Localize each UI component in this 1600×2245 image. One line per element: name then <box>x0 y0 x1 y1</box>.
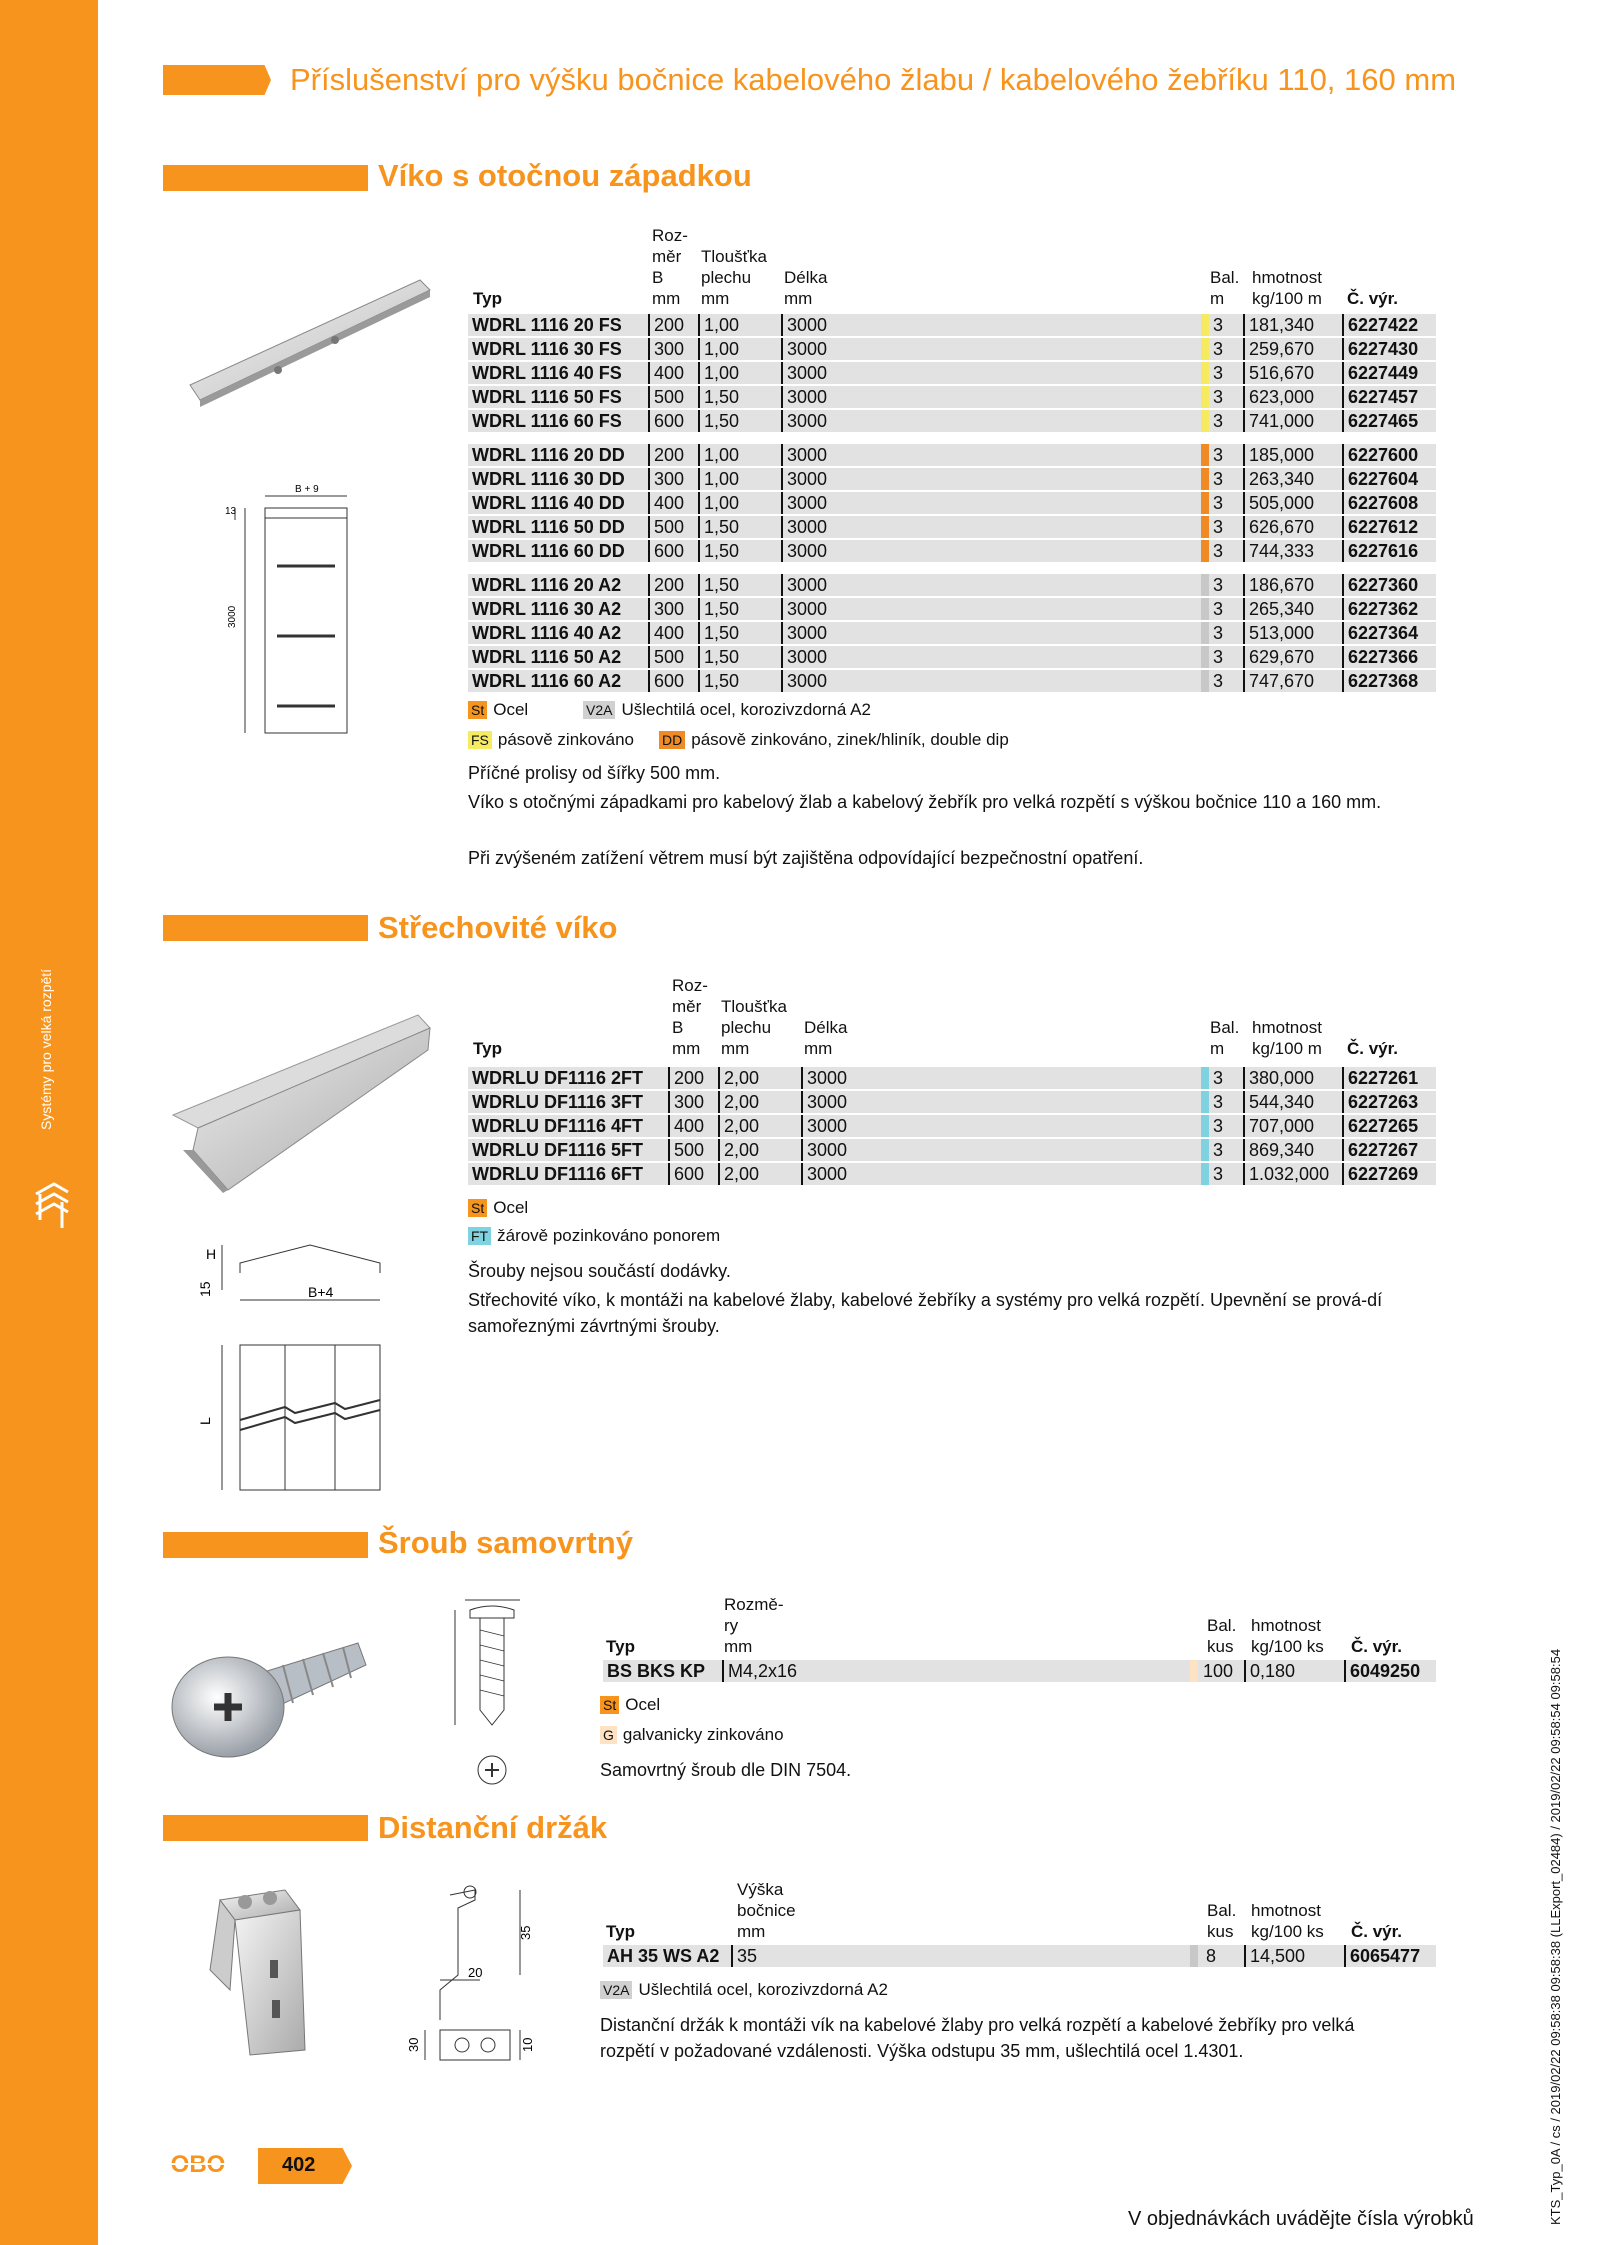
cell-delka: 3000 <box>801 1091 847 1113</box>
finish-swatch <box>1201 1139 1209 1161</box>
col-header-hmotnost: hmotnost kg/100 ks <box>1251 1616 1324 1656</box>
cell-hmotnost: 707,000 <box>1243 1115 1314 1137</box>
section-accent-bar <box>163 1532 368 1558</box>
col-header-rozmery: Rozmě- ry mm <box>724 1595 784 1656</box>
cell-tloustka: 2,00 <box>718 1067 759 1089</box>
cell-delka: 3000 <box>781 540 827 562</box>
table-row <box>468 314 1436 336</box>
finish-swatch <box>1201 1091 1209 1113</box>
cell-typ: WDRL 1116 30 DD <box>472 469 625 489</box>
finish-swatch <box>1201 1163 1209 1185</box>
cell-cislo: 6227368 <box>1342 670 1418 692</box>
roof-lid-image <box>168 1010 433 1195</box>
dim-15: 15 <box>197 1281 213 1297</box>
section-accent-bar <box>163 165 368 191</box>
cell-cislo: 6227600 <box>1342 444 1418 466</box>
cell-typ: WDRL 1116 20 A2 <box>472 575 622 595</box>
roof-lid-drawing <box>197 1235 400 1495</box>
cell-hmotnost: 259,670 <box>1243 338 1314 360</box>
cell-delka: 3000 <box>781 622 827 644</box>
finish-swatch <box>1201 362 1209 384</box>
cell-tloustka: 1,00 <box>698 492 739 514</box>
dim-13: 13 <box>225 506 237 517</box>
cell-delka: 3000 <box>781 670 827 692</box>
cell-delka: 3000 <box>781 410 827 432</box>
cell-typ: WDRLU DF1116 6FT <box>472 1164 644 1184</box>
cell-bal: 3 <box>1213 1092 1224 1112</box>
cell-rozmer: 500 <box>648 386 684 408</box>
col-header-cvyr: Č. výr. <box>1351 1922 1403 1941</box>
cell-typ: WDRL 1116 40 A2 <box>472 623 622 643</box>
cell-rozmer: 500 <box>648 516 684 538</box>
cell-cislo: 6227269 <box>1342 1163 1418 1185</box>
cell-tloustka: 1,00 <box>698 444 739 466</box>
cell-delka: 3000 <box>781 468 827 490</box>
table-row: BS BKS KP M4,2x16 100 0,180 6049250 <box>603 1660 1436 1682</box>
cell-tloustka: 1,00 <box>698 468 739 490</box>
cell-bal: 3 <box>1213 517 1224 537</box>
cell-typ: WDRL 1116 40 FS <box>472 363 622 383</box>
legend-st: St Ocel <box>600 1695 660 1715</box>
cell-typ: WDRL 1116 30 A2 <box>472 599 622 619</box>
cell-cislo: 6227612 <box>1342 516 1418 538</box>
cell-bal: 3 <box>1213 1164 1224 1184</box>
cell-bal: 3 <box>1213 339 1224 359</box>
table-row <box>468 362 1436 384</box>
cell-delka: 3000 <box>781 492 827 514</box>
cell-bal: 3 <box>1213 445 1224 465</box>
legend-g: G galvanicky zinkováno <box>600 1725 784 1745</box>
cell-bal: 3 <box>1213 1068 1224 1088</box>
cell-typ: WDRL 1116 20 DD <box>472 445 625 465</box>
finish-swatch <box>1201 598 1209 620</box>
cell-cislo: 6227457 <box>1342 386 1418 408</box>
finish-swatch <box>1201 516 1209 538</box>
cover-lid-image <box>190 275 430 425</box>
col-header-bal: Bal. kus <box>1207 1616 1237 1656</box>
sidebar-label: Systémy pro velká rozpětí <box>38 968 54 1130</box>
cell-cislo: 6227422 <box>1342 314 1418 336</box>
cell-hmotnost: 869,340 <box>1243 1139 1314 1161</box>
col-header-hmotnost: hmotnost kg/100 m <box>1252 268 1322 308</box>
table-row <box>468 1139 1436 1161</box>
cell-delka: 3000 <box>781 314 827 336</box>
cell-tloustka: 1,50 <box>698 670 739 692</box>
section-title-sroub: Šroub samovrtný <box>378 1525 633 1560</box>
cell-typ: WDRL 1116 50 DD <box>472 517 625 537</box>
cell-typ: WDRL 1116 30 FS <box>472 339 622 359</box>
finish-swatch <box>1201 574 1209 596</box>
cell-rozmer: 600 <box>668 1163 704 1185</box>
cell-rozmer: 200 <box>668 1067 704 1089</box>
cell-typ: WDRL 1116 60 A2 <box>472 671 622 691</box>
col-header-typ: Typ <box>606 1637 635 1656</box>
cell-hmotnost: 185,000 <box>1243 444 1314 466</box>
cell-rozmer: 200 <box>648 444 684 466</box>
cell-delka: 3000 <box>781 574 827 596</box>
cell-hmotnost: 629,670 <box>1243 646 1314 668</box>
cell-rozmer: 400 <box>668 1115 704 1137</box>
export-id: KTS_Typ_0A / cs / 2019/02/22 09:58:38 09:58:38 (LLExport_02484) / 2019/02/22 09:58:54 09:58:54 <box>1548 1648 1563 2225</box>
table-row <box>468 1163 1436 1185</box>
cell-rozmer: 300 <box>668 1091 704 1113</box>
dim-20: 20 <box>468 1965 483 1980</box>
finish-swatch <box>1201 410 1209 432</box>
cell-rozmer: 300 <box>648 468 684 490</box>
page-number: 402 <box>282 2154 316 2176</box>
cell-cislo: 6227604 <box>1342 468 1418 490</box>
spacer-bracket-drawing <box>400 1880 550 2070</box>
table-row <box>468 540 1436 562</box>
cell-hmotnost: 516,670 <box>1243 362 1314 384</box>
cell-delka: 3000 <box>781 362 827 384</box>
cell-delka: 3000 <box>781 646 827 668</box>
cell-rozmer: 300 <box>648 338 684 360</box>
screw-drawing <box>440 1590 530 1790</box>
dim-b9: B + 9 <box>295 484 319 495</box>
table-row <box>468 622 1436 644</box>
cell-typ: WDRL 1116 20 FS <box>472 315 622 335</box>
cell-rozmer: 400 <box>648 362 684 384</box>
cell-hmotnost: 265,340 <box>1243 598 1314 620</box>
section-title-viko-zapadka: Víko s otočnou západkou <box>378 158 752 193</box>
cell-bal: 3 <box>1213 575 1224 595</box>
cell-rozmer: 300 <box>648 598 684 620</box>
cell-typ: WDRL 1116 60 FS <box>472 411 622 431</box>
finish-swatch <box>1201 386 1209 408</box>
dim-b4: B+4 <box>308 1284 334 1300</box>
cell-typ: WDRLU DF1116 4FT <box>472 1116 644 1136</box>
cell-bal: 3 <box>1213 411 1224 431</box>
cell-tloustka: 1,50 <box>698 386 739 408</box>
section-accent-bar <box>163 915 368 941</box>
note-paragraph: Víko s otočnými západkami pro kabelový žlab a kabelový žebřík pro velká rozpětí s výškou bočnice 110 a 160 mm. <box>468 792 1382 812</box>
cell-hmotnost: 186,670 <box>1243 574 1314 596</box>
cell-rozmer: 600 <box>648 670 684 692</box>
col-header-typ: Typ <box>473 289 502 308</box>
table-row <box>468 516 1436 538</box>
cell-bal: 3 <box>1213 315 1224 335</box>
cell-rozmer: 500 <box>668 1139 704 1161</box>
col-header-rozmer: Roz- měr B mm <box>672 976 708 1058</box>
cell-cislo: 6227362 <box>1342 598 1418 620</box>
finish-swatch <box>1201 540 1209 562</box>
cell-typ: WDRL 1116 50 A2 <box>472 647 622 667</box>
cell-tloustka: 1,50 <box>698 516 739 538</box>
spacer-bracket-image <box>190 1880 320 2060</box>
legend-dd: DD pásově zinkováno, zinek/hliník, double dip <box>659 730 1009 750</box>
legend-ft: FT žárově pozinkováno ponorem <box>468 1226 720 1246</box>
cell-rozmer: 200 <box>648 314 684 336</box>
note-line: Samovrtný šroub dle DIN 7504. <box>600 1760 852 1780</box>
legend-v2a: V2A Ušlechtilá ocel, korozivzdorná A2 <box>583 700 871 720</box>
cell-tloustka: 1,00 <box>698 338 739 360</box>
cell-hmotnost: 626,670 <box>1243 516 1314 538</box>
system-logo-icon <box>32 1180 72 1236</box>
cell-typ: WDRLU DF1116 2FT <box>472 1068 644 1088</box>
cell-delka: 3000 <box>801 1139 847 1161</box>
cell-cislo: 6227263 <box>1342 1091 1418 1113</box>
note-line: Šrouby nejsou součástí dodávky. <box>468 1261 731 1281</box>
cell-bal: 3 <box>1213 363 1224 383</box>
legend-st: St Ocel <box>468 700 528 720</box>
cell-typ: WDRL 1116 40 DD <box>472 493 625 513</box>
finish-swatch <box>1201 314 1209 336</box>
cell-hmotnost: 1.032,000 <box>1243 1163 1329 1185</box>
cell-hmotnost: 380,000 <box>1243 1067 1314 1089</box>
legend-v2a: V2A Ušlechtilá ocel, korozivzdorná A2 <box>600 1980 888 2000</box>
cell-tloustka: 2,00 <box>718 1139 759 1161</box>
section-title-distancni-drzak: Distanční držák <box>378 1810 608 1845</box>
cell-rozmer: 600 <box>648 410 684 432</box>
cell-typ: WDRL 1116 50 FS <box>472 387 622 407</box>
section-accent-bar <box>163 1815 368 1841</box>
cell-rozmer: 600 <box>648 540 684 562</box>
finish-swatch <box>1201 1067 1209 1089</box>
cell-tloustka: 1,50 <box>698 598 739 620</box>
table-row <box>468 598 1436 620</box>
table-row: AH 35 WS A2 35 8 14,500 6065477 <box>603 1945 1436 1967</box>
finish-swatch <box>1201 468 1209 490</box>
cell-cislo: 6227616 <box>1342 540 1418 562</box>
page-title: Příslušenství pro výšku bočnice kabelového žlabu / kabelového žebříku 110, 160 mm <box>290 62 1457 97</box>
cell-tloustka: 1,00 <box>698 362 739 384</box>
table-row <box>468 338 1436 360</box>
note-paragraph: Střechovité víko, k montáži na kabelové žlaby, kabelové žebříky a systémy pro velká rozpětí. Upevnění se prová-dí samořeznými závrtnými šrouby. <box>468 1290 1383 1336</box>
cell-bal: 3 <box>1213 1116 1224 1136</box>
dim-h: H <box>206 1246 217 1262</box>
finish-swatch <box>1201 622 1209 644</box>
cell-hmotnost: 744,333 <box>1243 540 1314 562</box>
finish-swatch <box>1201 1115 1209 1137</box>
cell-delka: 3000 <box>781 338 827 360</box>
cell-tloustka: 1,50 <box>698 622 739 644</box>
cell-hmotnost: 747,670 <box>1243 670 1314 692</box>
table-row <box>468 670 1436 692</box>
cell-bal: 3 <box>1213 541 1224 561</box>
cell-cislo: 6227366 <box>1342 646 1418 668</box>
cell-tloustka: 1,50 <box>698 646 739 668</box>
col-header-cvyr: Č. výr. <box>1347 1039 1399 1058</box>
cell-tloustka: 1,50 <box>698 574 739 596</box>
col-header-hmotnost: hmotnost kg/100 ks <box>1251 1901 1324 1941</box>
cell-delka: 3000 <box>781 516 827 538</box>
dim-35: 35 <box>518 1925 533 1940</box>
col-header-bal: Bal. m <box>1210 268 1240 308</box>
table-row <box>468 492 1436 514</box>
cell-hmotnost: 505,000 <box>1243 492 1314 514</box>
cell-cislo: 6227267 <box>1342 1139 1418 1161</box>
cell-bal: 3 <box>1213 493 1224 513</box>
cell-bal: 3 <box>1213 599 1224 619</box>
cell-hmotnost: 513,000 <box>1243 622 1314 644</box>
cell-cislo: 6227449 <box>1342 362 1418 384</box>
col-header-cvyr: Č. výr. <box>1347 289 1399 308</box>
table-row <box>468 444 1436 466</box>
col-header-bal: Bal. m <box>1210 1018 1240 1058</box>
finish-swatch <box>1201 338 1209 360</box>
cover-lid-drawing <box>225 478 365 748</box>
cell-hmotnost: 263,340 <box>1243 468 1314 490</box>
cell-cislo: 6227364 <box>1342 622 1418 644</box>
finish-swatch <box>1190 1945 1198 1967</box>
cell-cislo: 6227265 <box>1342 1115 1418 1137</box>
cell-bal: 3 <box>1213 671 1224 691</box>
cell-cislo: 6227360 <box>1342 574 1418 596</box>
cell-rozmer: 200 <box>648 574 684 596</box>
cell-tloustka: 2,00 <box>718 1115 759 1137</box>
cell-tloustka: 1,50 <box>698 540 739 562</box>
cell-tloustka: 1,50 <box>698 410 739 432</box>
cell-hmotnost: 181,340 <box>1243 314 1314 336</box>
cell-tloustka: 2,00 <box>718 1163 759 1185</box>
table-row <box>468 386 1436 408</box>
col-header-delka: Délka mm <box>804 1018 848 1058</box>
order-note: V objednávkách uvádějte čísla výrobků <box>1128 2208 1474 2230</box>
svg-text:OBO: OBO <box>170 2151 226 2178</box>
note-paragraph: Distanční držák k montáži vík na kabelové žlaby pro velká rozpětí a kabelové žebříky pro velká rozpětí v požadované vzdálenosti. Výška odstupu 35 mm, ušlechtilá ocel 1.4301. <box>600 2015 1355 2061</box>
col-header-rozmer: Roz- měr B mm <box>652 226 688 308</box>
header-accent-bar <box>163 65 271 95</box>
cell-delka: 3000 <box>801 1115 847 1137</box>
dim-3000: 3000 <box>227 605 238 628</box>
cell-tloustka: 1,00 <box>698 314 739 336</box>
finish-swatch <box>1201 670 1209 692</box>
table-row <box>468 646 1436 668</box>
cell-hmotnost: 741,000 <box>1243 410 1314 432</box>
table-row <box>468 468 1436 490</box>
cell-bal: 3 <box>1213 469 1224 489</box>
cell-delka: 3000 <box>781 598 827 620</box>
cell-cislo: 6227465 <box>1342 410 1418 432</box>
finish-swatch <box>1190 1660 1198 1682</box>
col-header-typ: Typ <box>606 1922 635 1941</box>
col-header-typ: Typ <box>473 1039 502 1058</box>
cell-delka: 3000 <box>781 444 827 466</box>
screw-image <box>168 1625 368 1760</box>
note-line: Příčné prolisy od šířky 500 mm. <box>468 763 721 783</box>
col-header-bal: Bal. kus <box>1207 1901 1237 1941</box>
obo-logo <box>158 2150 238 2178</box>
cell-bal: 3 <box>1213 647 1224 667</box>
cell-delka: 3000 <box>801 1067 847 1089</box>
dim-l: L <box>197 1417 213 1425</box>
table-row <box>468 1115 1436 1137</box>
legend-st: St Ocel <box>468 1198 528 1218</box>
col-header-hmotnost: hmotnost kg/100 m <box>1252 1018 1322 1058</box>
dim-10: 10 <box>520 2037 535 2052</box>
cell-bal: 3 <box>1213 387 1224 407</box>
finish-swatch <box>1201 646 1209 668</box>
finish-swatch <box>1201 444 1209 466</box>
dim-30: 30 <box>406 2037 421 2052</box>
finish-swatch <box>1201 492 1209 514</box>
col-header-tloustka: Tloušťka plechu mm <box>701 247 767 308</box>
col-header-vyska: Výška bočnice mm <box>737 1880 796 1941</box>
cell-typ: WDRLU DF1116 5FT <box>472 1140 644 1160</box>
cell-rozmer: 500 <box>648 646 684 668</box>
cell-delka: 3000 <box>801 1163 847 1185</box>
cell-hmotnost: 544,340 <box>1243 1091 1314 1113</box>
cell-bal: 3 <box>1213 623 1224 643</box>
cell-tloustka: 2,00 <box>718 1091 759 1113</box>
cell-bal: 3 <box>1213 1140 1224 1160</box>
cell-delka: 3000 <box>781 386 827 408</box>
legend-fs: FS pásově zinkováno <box>468 730 634 750</box>
cell-rozmer: 400 <box>648 492 684 514</box>
col-header-cvyr: Č. výr. <box>1351 1637 1403 1656</box>
section-title-strechovite-viko: Střechovité víko <box>378 910 618 945</box>
cell-cislo: 6227430 <box>1342 338 1418 360</box>
note-paragraph: Při zvýšeném zatížení větrem musí být zajištěna odpovídající bezpečnostní opatření. <box>468 848 1144 868</box>
cell-rozmer: 400 <box>648 622 684 644</box>
cell-cislo: 6227261 <box>1342 1067 1418 1089</box>
table-row <box>468 574 1436 596</box>
col-header-tloustka: Tloušťka plechu mm <box>721 997 787 1058</box>
cell-hmotnost: 623,000 <box>1243 386 1314 408</box>
cell-typ: WDRLU DF1116 3FT <box>472 1092 644 1112</box>
col-header-delka: Délka mm <box>784 268 828 308</box>
cell-cislo: 6227608 <box>1342 492 1418 514</box>
table-row <box>468 1091 1436 1113</box>
cell-typ: WDRL 1116 60 DD <box>472 541 625 561</box>
table-row <box>468 1067 1436 1089</box>
table-row <box>468 410 1436 432</box>
